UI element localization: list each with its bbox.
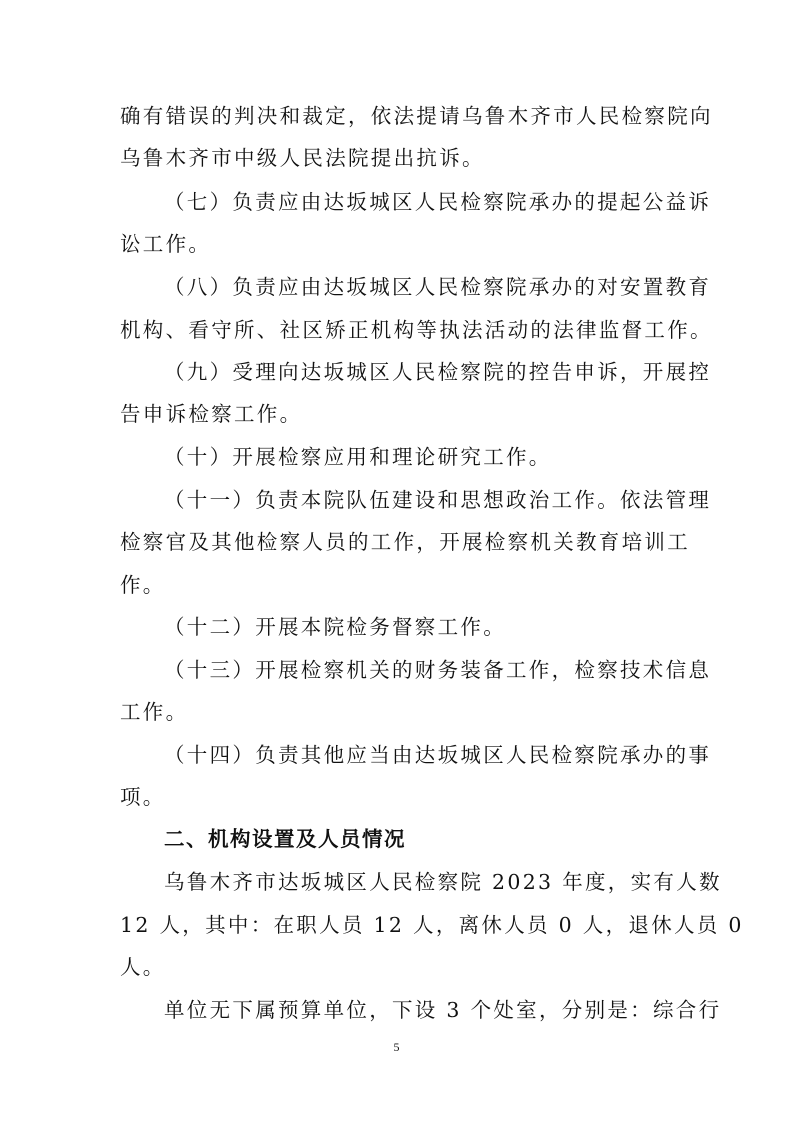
paragraph-line: 单位无下属预算单位，下设 3 个处室，分别是：综合行	[164, 998, 722, 1022]
paragraph-line: 12 人，其中：在职人员 12 人，离休人员 0 人，退休人员 0	[120, 913, 744, 937]
paragraph-line: 讼工作。	[120, 232, 212, 256]
paragraph-line: （九）受理向达坂城区人民检察院的控告申诉，开展控	[164, 360, 712, 384]
paragraph-line: （七）负责应由达坂城区人民检察院承办的提起公益诉	[164, 190, 712, 214]
paragraph-line: 告申诉检察工作。	[120, 402, 303, 426]
paragraph-line: 工作。	[120, 700, 189, 724]
section-heading: 二、机构设置及人员情况	[164, 827, 406, 851]
paragraph-line: 机构、看守所、社区矫正机构等执法活动的法律监督工作。	[120, 318, 713, 342]
paragraph-line: （十三）开展检察机关的财务装备工作，检察技术信息	[164, 658, 712, 682]
page-number: 5	[393, 1040, 400, 1054]
paragraph-line: 项。	[120, 785, 166, 809]
paragraph-line: 乌鲁木齐市达坂城区人民检察院 2023 年度，实有人数	[164, 870, 722, 894]
paragraph-line: 作。	[120, 573, 166, 597]
paragraph-line: （十一）负责本院队伍建设和思想政治工作。依法管理	[164, 488, 712, 512]
paragraph-line: （十）开展检察应用和理论研究工作。	[164, 445, 552, 469]
paragraph-line: 检察官及其他检察人员的工作，开展检察机关教育培训工	[120, 530, 690, 554]
paragraph-line: （八）负责应由达坂城区人民检察院承办的对安置教育	[164, 275, 712, 299]
paragraph-line: 乌鲁木齐市中级人民法院提出抗诉。	[120, 146, 485, 170]
paragraph-line: （十四）负责其他应当由达坂城区人民检察院承办的事	[164, 743, 712, 767]
paragraph-line: 确有错误的判决和裁定，依法提请乌鲁木齐市人民检察院向	[120, 104, 713, 128]
paragraph-line: （十二）开展本院检务督察工作。	[164, 615, 506, 639]
paragraph-line: 人。	[120, 955, 166, 979]
